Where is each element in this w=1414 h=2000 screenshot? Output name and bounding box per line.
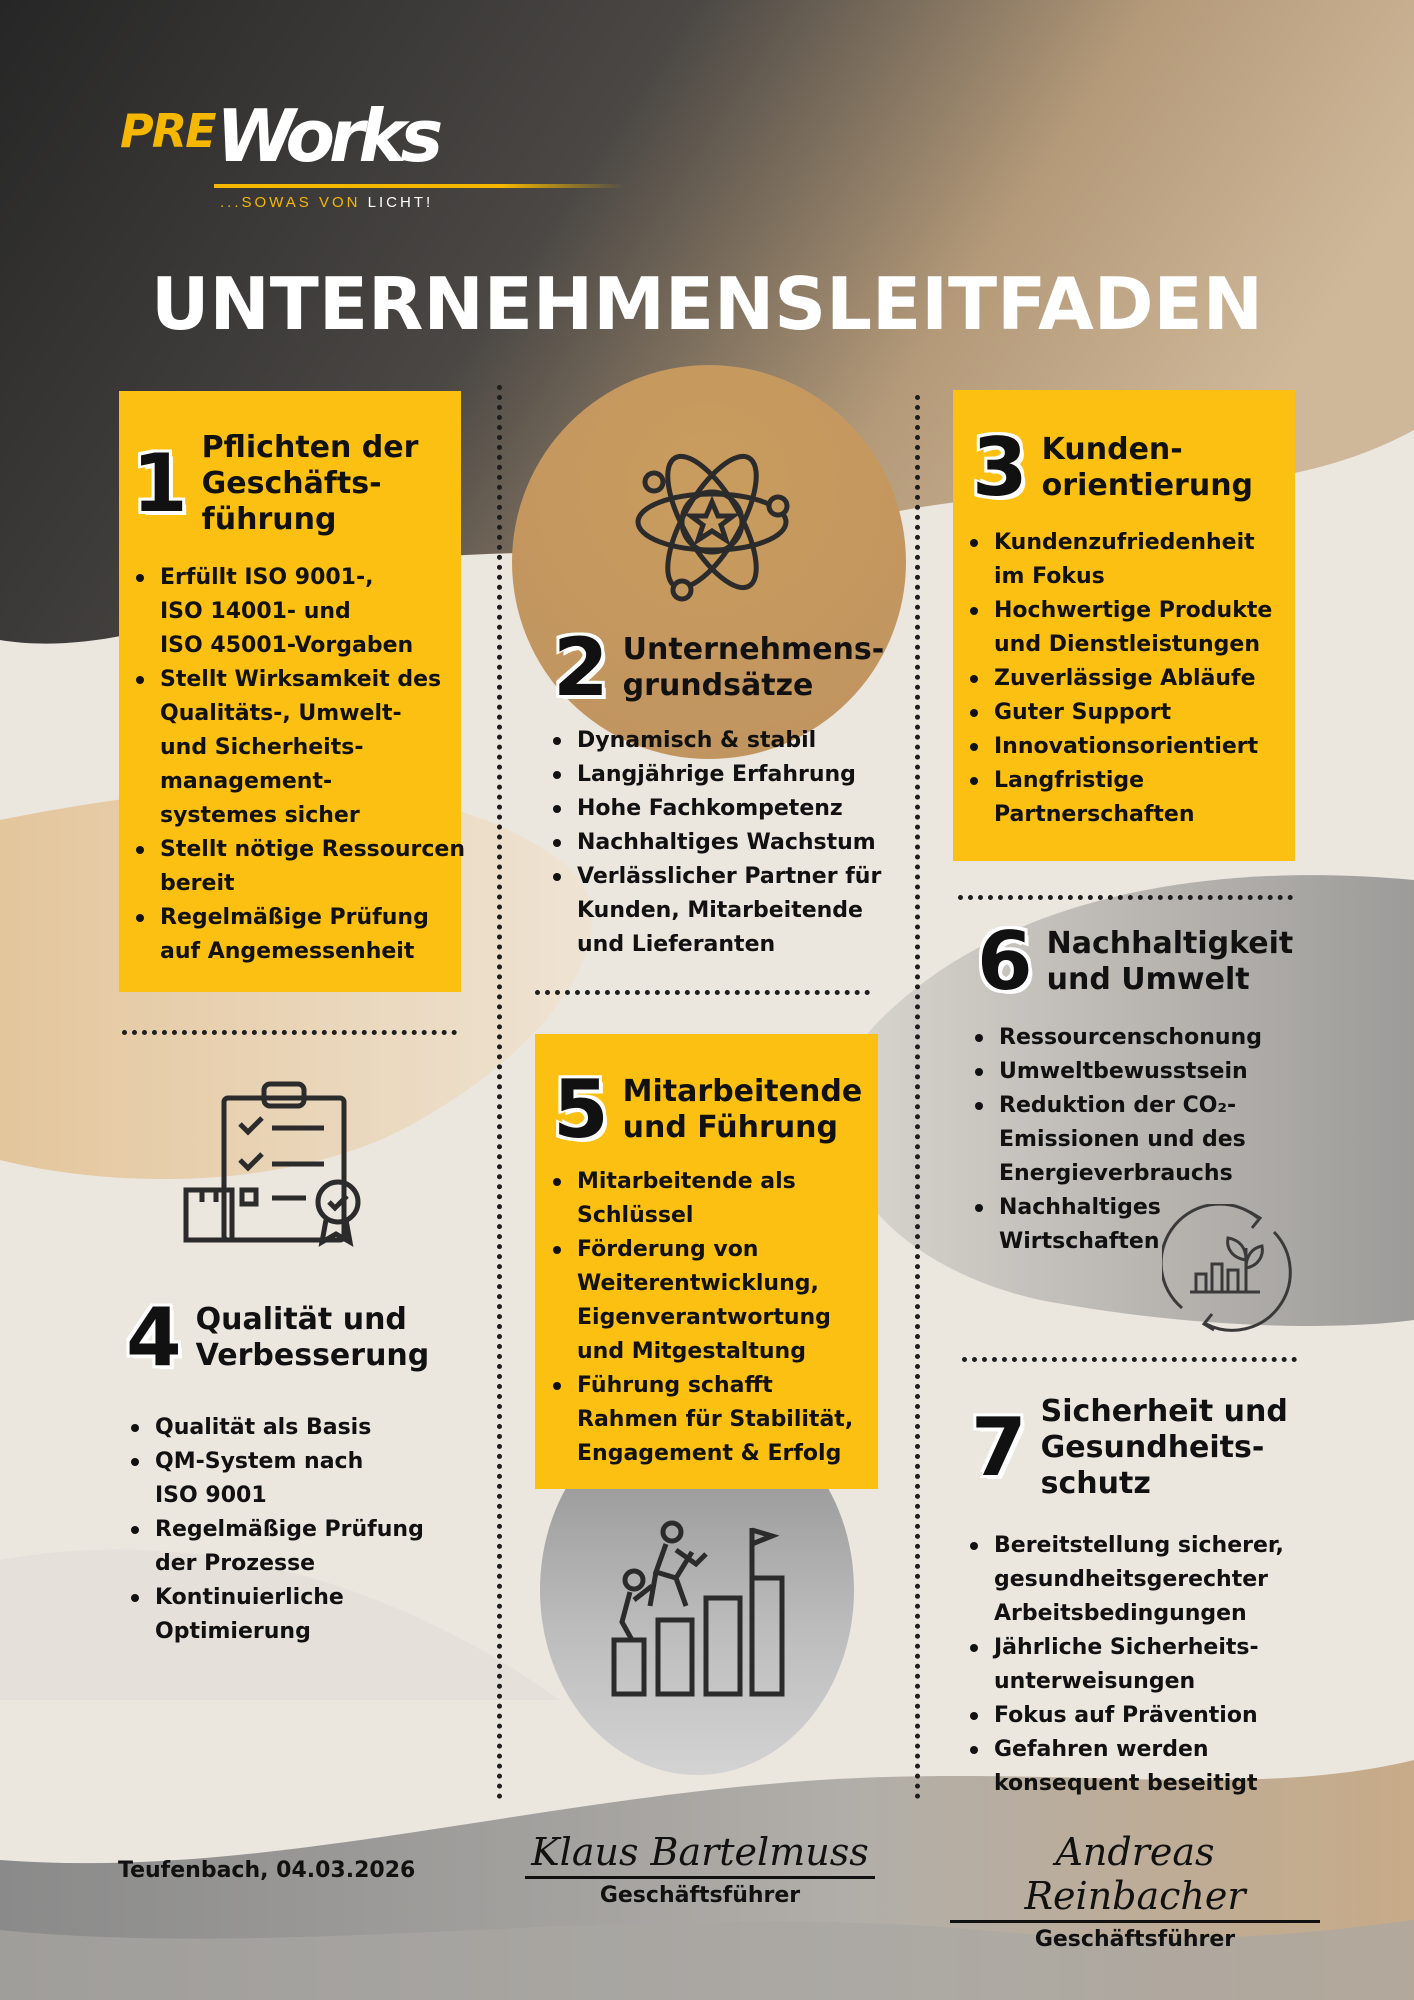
signature-2-name: Andreas Reinbacher bbox=[950, 1830, 1320, 1923]
list-item: Nachhaltiges Wachstum bbox=[577, 826, 917, 860]
page-title: UNTERNEHMENSLEITFADEN bbox=[151, 262, 1263, 346]
team-climbing-icon bbox=[600, 1520, 790, 1700]
section-5-title: Mitarbeitende und Führung bbox=[622, 1074, 863, 1145]
list-item: Kontinuierliche Optimierung bbox=[155, 1581, 495, 1649]
section-1-number: 1 bbox=[132, 437, 188, 530]
section-2-title: Unternehmens- grundsätze bbox=[622, 632, 885, 703]
section-1-title: Pflichten der Geschäfts- führung bbox=[201, 430, 419, 537]
section-7-number: 7 bbox=[971, 1401, 1027, 1494]
section-5-header bbox=[553, 1063, 863, 1156]
section-4-header bbox=[126, 1291, 430, 1384]
list-item: Stellt Wirksamkeit des Qualitäts-, Umwelt- und Sicherheits- management- systemes sicher bbox=[160, 663, 500, 833]
list-item: Ressourcenschonung bbox=[999, 1021, 1339, 1055]
list-item: Mitarbeitende als Schlüssel bbox=[577, 1165, 917, 1233]
section-2-header bbox=[553, 621, 885, 714]
list-item: QM-System nach ISO 9001 bbox=[155, 1445, 495, 1513]
section-6-title: Nachhaltigkeit und Umwelt bbox=[1046, 926, 1294, 997]
section-3-title: Kunden- orientierung bbox=[1041, 432, 1254, 503]
section-7-header bbox=[971, 1394, 1288, 1502]
signature-2 bbox=[950, 1830, 1320, 1952]
row-divider-col1 bbox=[122, 1030, 457, 1035]
list-item: Erfüllt ISO 9001-, ISO 14001- und ISO 45001-Vorgaben bbox=[160, 561, 500, 663]
section-6-number: 6 bbox=[977, 915, 1033, 1008]
section-2-list bbox=[537, 724, 917, 962]
column-divider-right bbox=[915, 395, 920, 1800]
list-item: Hohe Fachkompetenz bbox=[577, 792, 917, 826]
place-and-date: Teufenbach, 04.03.2026 bbox=[118, 1858, 416, 1883]
clipboard-checklist-icon bbox=[180, 1078, 370, 1248]
section-5-number: 5 bbox=[553, 1063, 609, 1156]
signature-1 bbox=[520, 1830, 880, 1908]
list-item: Gefahren werden konsequent beseitigt bbox=[994, 1733, 1334, 1801]
sustainability-plant-icon bbox=[1162, 1204, 1294, 1336]
row-divider-col3-b bbox=[962, 1357, 1297, 1362]
section-1-header bbox=[132, 430, 418, 538]
list-item: Langjährige Erfahrung bbox=[577, 758, 917, 792]
section-4-list bbox=[115, 1411, 495, 1649]
list-item: Langfristige Partnerschaften bbox=[994, 764, 1334, 832]
logo-tagline-b: LICHT! bbox=[367, 194, 434, 211]
list-item: Bereitstellung sicherer, gesundheitsgerechter Arbeitsbedingungen bbox=[994, 1529, 1334, 1631]
prelux-logo bbox=[120, 94, 640, 220]
list-item: Zuverlässige Abläufe bbox=[994, 662, 1334, 696]
list-item: Jährliche Sicherheits- unterweisungen bbox=[994, 1631, 1334, 1699]
list-item: Fokus auf Prävention bbox=[994, 1699, 1334, 1733]
signature-1-name: Klaus Bartelmuss bbox=[525, 1830, 874, 1879]
section-4-number: 4 bbox=[126, 1291, 182, 1384]
row-divider-col2 bbox=[535, 990, 870, 995]
row-divider-col3-a bbox=[958, 895, 1293, 900]
section-7-title: Sicherheit und Gesundheits- schutz bbox=[1040, 1394, 1288, 1501]
section-3-number: 3 bbox=[972, 421, 1028, 514]
signature-2-role: Geschäftsführer bbox=[1034, 1927, 1236, 1952]
list-item: Reduktion der CO₂- Emissionen und des Energieverbrauchs bbox=[999, 1089, 1339, 1191]
section-4-title: Qualität und Verbesserung bbox=[195, 1302, 430, 1373]
logo-pre-text: PRE bbox=[120, 104, 215, 158]
list-item: Umweltbewusstsein bbox=[999, 1055, 1339, 1089]
logo-works-text: Works bbox=[216, 94, 438, 178]
section-3-header bbox=[972, 421, 1254, 514]
atom-star-icon bbox=[632, 440, 792, 605]
section-7-list bbox=[954, 1529, 1334, 1801]
list-item: Förderung von Weiterentwicklung, Eigenverantwortung und Mitgestaltung bbox=[577, 1233, 917, 1369]
list-item: Hochwertige Produkte und Dienstleistungen bbox=[994, 594, 1334, 662]
section-5-list bbox=[537, 1165, 917, 1471]
list-item: Nachhaltiges Wirtschaften bbox=[999, 1191, 1339, 1259]
signature-1-role: Geschäftsführer bbox=[599, 1883, 801, 1908]
logo-tagline bbox=[220, 194, 433, 211]
list-item: Führung schafft Rahmen für Stabilität, Engagement & Erfolg bbox=[577, 1369, 917, 1471]
list-item: Dynamisch & stabil bbox=[577, 724, 917, 758]
list-item: Innovationsorientiert bbox=[994, 730, 1334, 764]
section-6-header bbox=[977, 915, 1294, 1008]
logo-tagline-a: ...SOWAS VON bbox=[220, 194, 361, 211]
list-item: Verlässlicher Partner für Kunden, Mitarbeitende und Lieferanten bbox=[577, 860, 917, 962]
section-3-list bbox=[954, 526, 1334, 832]
list-item: Qualität als Basis bbox=[155, 1411, 495, 1445]
list-item: Guter Support bbox=[994, 696, 1334, 730]
list-item: Regelmäßige Prüfung auf Angemessenheit bbox=[160, 901, 500, 969]
section-1-list bbox=[120, 561, 500, 969]
section-2-number: 2 bbox=[553, 621, 609, 714]
list-item: Stellt nötige Ressourcen bereit bbox=[160, 833, 500, 901]
logo-underline bbox=[214, 184, 624, 188]
list-item: Regelmäßige Prüfung der Prozesse bbox=[155, 1513, 495, 1581]
list-item: Kundenzufriedenheit im Fokus bbox=[994, 526, 1334, 594]
